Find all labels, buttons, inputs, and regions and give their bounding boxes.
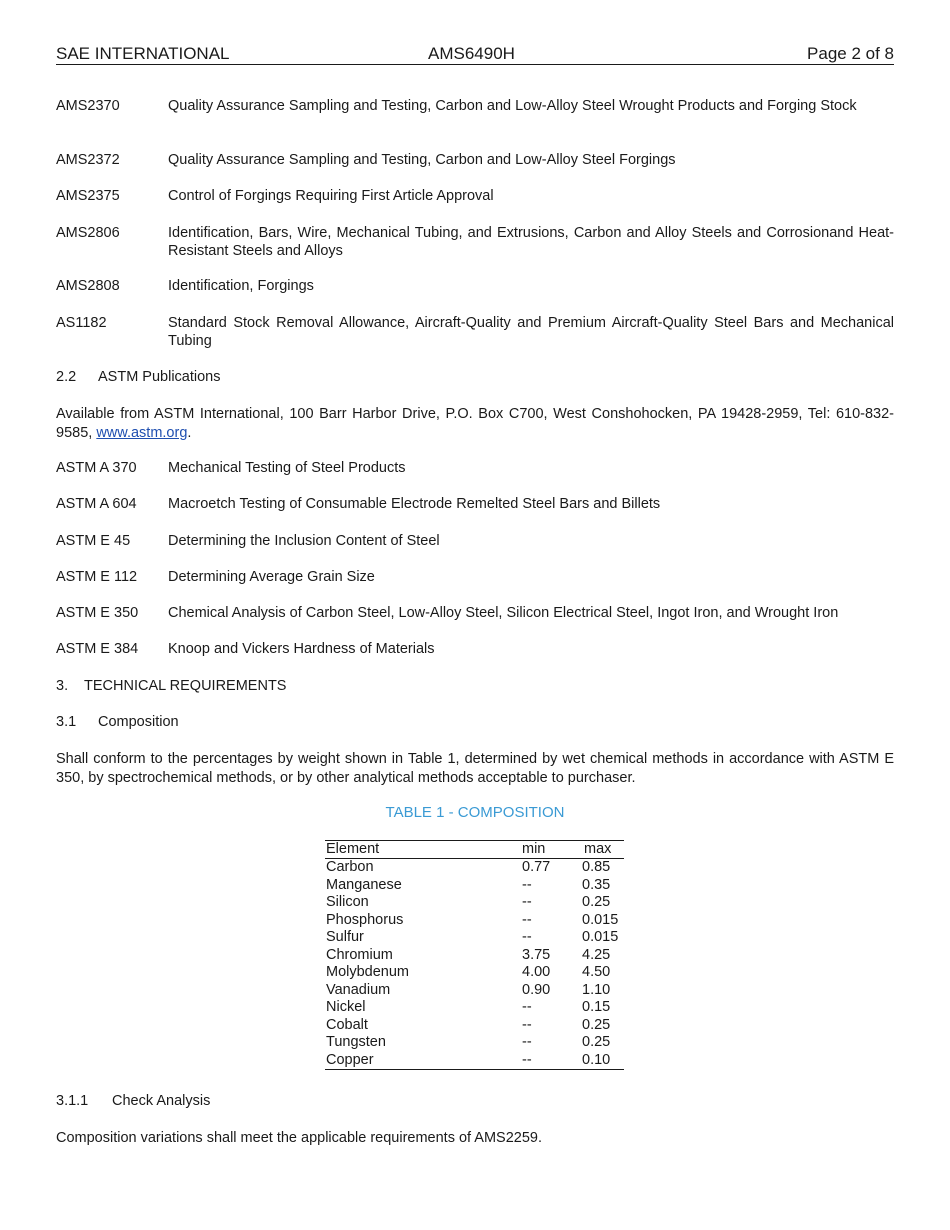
section-title: Check Analysis [112,1093,211,1109]
composition-table [325,840,624,1070]
reference-title: Quality Assurance Sampling and Testing, Carbon and Low-Alloy Steel Wrought Products and Forging Stock [168,98,857,114]
reference-code: ASTM A 604 [56,496,137,512]
table-row [325,1052,624,1070]
max-cell: 4.25 [582,946,611,963]
min-cell: 3.75 [522,946,551,963]
min-cell: -- [522,929,532,945]
reference-row [56,152,894,170]
availability-suffix: . [187,424,192,441]
min-cell: 4.00 [522,964,551,980]
column-header-max: max [582,841,624,859]
min-cell: -- [522,999,532,1015]
element-cell: Nickel [326,999,366,1015]
reference-code: AS1182 [56,315,107,331]
table-row [325,964,624,982]
reference-row [56,605,894,623]
section-title: TECHNICAL REQUIREMENTS [84,678,287,694]
section-heading-composition [56,714,179,732]
reference-row [56,533,894,551]
min-cell: 0.77 [522,859,551,875]
section-number: 3.1.1 [56,1093,89,1109]
max-cell: 0.25 [582,1016,611,1033]
section-heading-technical-requirements [56,678,286,696]
table-caption: TABLE 1 - COMPOSITION [385,804,565,821]
max-cell: 0.25 [582,1034,611,1050]
table-row [325,982,624,1000]
header-org: SAE INTERNATIONAL [56,44,230,63]
header-doc-number: AMS6490H [428,44,515,63]
header-page-number: Page 2 of 8 [807,44,894,63]
reference-row [56,315,894,350]
page-header [56,44,894,65]
min-cell: -- [522,911,532,928]
reference-title: Identification, Forgings [168,278,314,294]
max-cell: 0.35 [582,876,611,893]
section-number: 3.1 [56,714,77,730]
reference-code: ASTM E 45 [56,533,131,549]
min-cell: -- [522,1034,532,1050]
section-heading-astm [56,369,221,387]
table-header-row [325,841,624,859]
table-row [325,859,624,877]
max-cell: 0.25 [582,894,611,910]
reference-code: ASTM E 112 [56,569,138,585]
reference-code: AMS2375 [56,188,120,204]
max-cell: 0.10 [582,1051,611,1068]
element-cell: Phosphorus [326,911,404,928]
astm-availability-paragraph [56,405,894,442]
reference-code: ASTM A 370 [56,460,137,476]
element-cell: Manganese [326,876,402,893]
reference-row [56,98,894,116]
column-header-element: Element [325,841,516,859]
max-cell: 0.015 [582,911,619,928]
check-analysis-paragraph: Composition variations shall meet the applicable requirements of AMS2259. [56,1130,543,1146]
element-cell: Vanadium [326,981,391,998]
reference-code: ASTM E 384 [56,641,139,657]
astm-website-link[interactable]: www.astm.org [96,424,188,441]
table-row [325,877,624,895]
reference-code: ASTM E 350 [56,605,139,621]
element-cell: Copper [326,1051,374,1068]
max-cell: 0.15 [582,999,611,1015]
min-cell: -- [522,1016,532,1033]
element-cell: Carbon [326,859,374,875]
reference-title: Standard Stock Removal Allowance, Aircraft-Quality and Premium Aircraft-Quality Steel Bars and Mechanical Tubing [168,315,894,349]
reference-row [56,496,894,514]
reference-code: AMS2808 [56,278,120,294]
column-header-min: min [516,841,582,859]
reference-title: Determining the Inclusion Content of Steel [168,533,440,549]
element-cell: Chromium [326,946,393,963]
section-number: 2.2 [56,369,77,385]
section-number: 3. [56,678,69,694]
reference-title: Quality Assurance Sampling and Testing, Carbon and Low-Alloy Steel Forgings [168,152,676,168]
section-heading-check-analysis [56,1093,210,1111]
table-row [325,999,624,1017]
max-cell: 0.015 [582,929,619,945]
reference-title: Chemical Analysis of Carbon Steel, Low-Alloy Steel, Silicon Electrical Steel, Ingot Iron, and Wrought Iron [168,605,839,621]
reference-title: Knoop and Vickers Hardness of Materials [168,641,435,657]
min-cell: -- [522,876,532,893]
element-cell: Cobalt [326,1016,368,1033]
reference-row [56,641,894,659]
table-row [325,929,624,947]
table-row [325,912,624,930]
reference-row [56,225,894,260]
min-cell: -- [522,1051,532,1068]
reference-row [56,460,894,478]
reference-title: Identification, Bars, Wire, Mechanical Tubing, and Extrusions, Carbon and Alloy Steels and Corrosionand Heat-Resistant Steels and Alloys [168,225,894,259]
reference-title: Control of Forgings Requiring First Article Approval [168,188,494,204]
reference-row [56,188,894,206]
reference-title: Mechanical Testing of Steel Products [168,460,406,476]
reference-title: Determining Average Grain Size [168,569,375,585]
reference-code: AMS2372 [56,152,120,168]
element-cell: Tungsten [326,1034,386,1050]
reference-row [56,569,894,587]
min-cell: -- [522,894,532,910]
table-row [325,947,624,965]
reference-row [56,278,894,296]
table-row [325,894,624,912]
max-cell: 4.50 [582,964,611,980]
section-title: ASTM Publications [98,369,221,385]
table-row [325,1034,624,1052]
element-cell: Molybdenum [326,964,410,980]
table-row [325,1017,624,1035]
section-title: Composition [98,714,179,730]
reference-title: Macroetch Testing of Consumable Electrode Remelted Steel Bars and Billets [168,496,661,512]
reference-code: AMS2806 [56,225,120,241]
reference-code: AMS2370 [56,98,120,114]
max-cell: 1.10 [582,981,611,998]
min-cell: 0.90 [522,981,551,998]
availability-text: Available from ASTM International, 100 Barr Harbor Drive, P.O. Box C700, West Conshohocken, PA 19428-2959, Tel: 610-832-9585, [56,406,894,441]
max-cell: 0.85 [582,859,611,875]
element-cell: Sulfur [326,929,364,945]
composition-paragraph: Shall conform to the percentages by weight shown in Table 1, determined by wet chemical methods in accordance with ASTM E 350, by spectrochemical methods, or by other analytical methods acceptable to purchaser. [56,751,894,786]
element-cell: Silicon [326,894,369,910]
